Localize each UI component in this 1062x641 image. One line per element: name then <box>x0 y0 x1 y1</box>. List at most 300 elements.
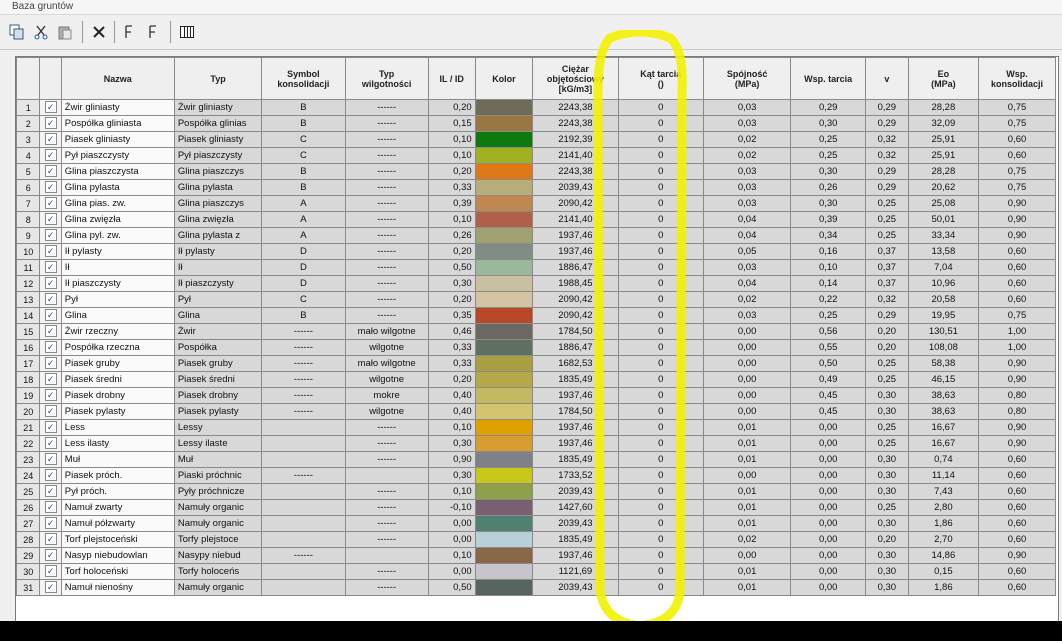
cell-typ[interactable]: Pył piaszczysty <box>174 148 261 164</box>
cell-symbol[interactable] <box>262 564 345 580</box>
row-number[interactable]: 14 <box>17 308 40 324</box>
header-eo[interactable]: Eo (MPa) <box>908 58 978 100</box>
header-nazwa[interactable]: Nazwa <box>61 58 174 100</box>
table-row[interactable] <box>17 196 1056 212</box>
cell-symbol[interactable]: C <box>262 132 345 148</box>
checkbox[interactable]: ✓ <box>45 277 57 289</box>
cell-v[interactable]: 0,25 <box>866 228 909 244</box>
cell-symbol[interactable] <box>262 452 345 468</box>
cell-wsp-tarcia[interactable]: 0,00 <box>791 468 866 484</box>
cell-typ[interactable]: Torfy holoceńs <box>174 564 261 580</box>
cell-nazwa[interactable]: Pył piaszczysty <box>61 148 174 164</box>
cell-ciezar[interactable]: 2039,43 <box>533 580 618 596</box>
cell-wsp-konsolidacji[interactable]: 0,90 <box>979 420 1056 436</box>
cell-kat-tarcia[interactable]: 0 <box>618 212 703 228</box>
checkbox[interactable]: ✓ <box>45 293 57 305</box>
cell-kolor[interactable] <box>475 116 533 132</box>
color-swatch[interactable] <box>476 116 533 131</box>
cell-v[interactable]: 0,32 <box>866 148 909 164</box>
cell-il-id[interactable]: 0,40 <box>428 388 475 404</box>
cell-eo[interactable]: 16,67 <box>908 420 978 436</box>
cell-kolor[interactable] <box>475 260 533 276</box>
cell-wilgotnosc[interactable]: ------ <box>345 260 428 276</box>
table-row[interactable] <box>17 340 1056 356</box>
cell-ciezar[interactable]: 2243,38 <box>533 164 618 180</box>
cell-kolor[interactable] <box>475 420 533 436</box>
cell-nazwa[interactable]: Piasek średni <box>61 372 174 388</box>
cell-eo[interactable]: 50,01 <box>908 212 978 228</box>
cell-wsp-tarcia[interactable]: 0,39 <box>791 212 866 228</box>
row-number[interactable]: 4 <box>17 148 40 164</box>
cell-kat-tarcia[interactable]: 0 <box>618 420 703 436</box>
cell-symbol[interactable]: B <box>262 116 345 132</box>
cell-nazwa[interactable]: Żwir rzeczny <box>61 324 174 340</box>
cell-v[interactable]: 0,25 <box>866 212 909 228</box>
checkbox[interactable]: ✓ <box>45 341 57 353</box>
cell-v[interactable]: 0,30 <box>866 468 909 484</box>
checkbox[interactable]: ✓ <box>45 261 57 273</box>
cell-symbol[interactable]: C <box>262 292 345 308</box>
table-row[interactable] <box>17 132 1056 148</box>
cell-nazwa[interactable]: Żwir gliniasty <box>61 100 174 116</box>
cell-wsp-tarcia[interactable]: 0,45 <box>791 388 866 404</box>
cell-nazwa[interactable]: Namuł nienośny <box>61 580 174 596</box>
color-swatch[interactable] <box>476 324 533 339</box>
table-row[interactable] <box>17 276 1056 292</box>
color-swatch[interactable] <box>476 532 533 547</box>
row-number[interactable]: 18 <box>17 372 40 388</box>
cell-nazwa[interactable]: Less ilasty <box>61 436 174 452</box>
cell-v[interactable]: 0,20 <box>866 532 909 548</box>
table-row[interactable] <box>17 500 1056 516</box>
cell-wsp-konsolidacji[interactable]: 1,00 <box>979 324 1056 340</box>
cell-ciezar[interactable]: 2141,40 <box>533 212 618 228</box>
cell-wsp-konsolidacji[interactable]: 0,60 <box>979 276 1056 292</box>
cell-typ[interactable]: Nasypy niebud <box>174 548 261 564</box>
cell-symbol[interactable] <box>262 500 345 516</box>
row-number[interactable]: 6 <box>17 180 40 196</box>
cell-wsp-tarcia[interactable]: 0,55 <box>791 340 866 356</box>
color-swatch[interactable] <box>476 404 533 419</box>
row-checkbox[interactable] <box>40 388 61 404</box>
cell-il-id[interactable]: 0,30 <box>428 276 475 292</box>
row-checkbox[interactable] <box>40 260 61 276</box>
cell-il-id[interactable]: 0,33 <box>428 180 475 196</box>
cell-kat-tarcia[interactable]: 0 <box>618 196 703 212</box>
color-swatch[interactable] <box>476 308 533 323</box>
cell-v[interactable]: 0,25 <box>866 436 909 452</box>
row-checkbox[interactable] <box>40 180 61 196</box>
row-number[interactable]: 20 <box>17 404 40 420</box>
cell-kat-tarcia[interactable]: 0 <box>618 340 703 356</box>
cell-kolor[interactable] <box>475 580 533 596</box>
color-swatch[interactable] <box>476 372 533 387</box>
color-swatch[interactable] <box>476 452 533 467</box>
paste-icon[interactable] <box>56 21 74 43</box>
cell-v[interactable]: 0,29 <box>866 164 909 180</box>
row-number[interactable]: 24 <box>17 468 40 484</box>
table-row[interactable] <box>17 180 1056 196</box>
row-number[interactable]: 16 <box>17 340 40 356</box>
cell-kat-tarcia[interactable]: 0 <box>618 468 703 484</box>
row-checkbox[interactable] <box>40 100 61 116</box>
cell-eo[interactable]: 14,86 <box>908 548 978 564</box>
cell-eo[interactable]: 2,70 <box>908 532 978 548</box>
cell-spojnosc[interactable]: 0,00 <box>703 388 790 404</box>
cell-kolor[interactable] <box>475 148 533 164</box>
cell-spojnosc[interactable]: 0,01 <box>703 436 790 452</box>
cell-nazwa[interactable]: Pył próch. <box>61 484 174 500</box>
cell-kolor[interactable] <box>475 164 533 180</box>
cell-wsp-tarcia[interactable]: 0,00 <box>791 420 866 436</box>
cell-wsp-konsolidacji[interactable]: 0,75 <box>979 164 1056 180</box>
color-swatch[interactable] <box>476 228 533 243</box>
header-spojnosc[interactable]: Spójność (MPa) <box>703 58 790 100</box>
cell-eo[interactable]: 25,08 <box>908 196 978 212</box>
row-number[interactable]: 7 <box>17 196 40 212</box>
cell-typ[interactable]: Żwir gliniasty <box>174 100 261 116</box>
cell-ciezar[interactable]: 1937,46 <box>533 388 618 404</box>
cell-wsp-tarcia[interactable]: 0,45 <box>791 404 866 420</box>
cell-kat-tarcia[interactable]: 0 <box>618 580 703 596</box>
cell-typ[interactable]: Namuły organic <box>174 580 261 596</box>
cell-wsp-tarcia[interactable]: 0,50 <box>791 356 866 372</box>
cell-spojnosc[interactable]: 0,01 <box>703 484 790 500</box>
checkbox[interactable]: ✓ <box>45 197 57 209</box>
cell-wilgotnosc[interactable]: ------ <box>345 292 428 308</box>
cell-kolor[interactable] <box>475 532 533 548</box>
cell-kat-tarcia[interactable]: 0 <box>618 436 703 452</box>
cell-wsp-konsolidacji[interactable]: 0,80 <box>979 388 1056 404</box>
checkbox[interactable]: ✓ <box>45 325 57 337</box>
cell-wilgotnosc[interactable]: ------ <box>345 132 428 148</box>
cell-v[interactable]: 0,25 <box>866 196 909 212</box>
cell-ciezar[interactable]: 2090,42 <box>533 196 618 212</box>
cell-il-id[interactable]: 0,30 <box>428 468 475 484</box>
cell-kolor[interactable] <box>475 244 533 260</box>
cell-spojnosc[interactable]: 0,02 <box>703 132 790 148</box>
cell-wsp-tarcia[interactable]: 0,10 <box>791 260 866 276</box>
cell-wsp-tarcia[interactable]: 0,30 <box>791 164 866 180</box>
cell-symbol[interactable]: ------ <box>262 468 345 484</box>
cell-wilgotnosc[interactable]: ------ <box>345 164 428 180</box>
cell-wsp-konsolidacji[interactable]: 0,60 <box>979 452 1056 468</box>
cell-kolor[interactable] <box>475 324 533 340</box>
cell-v[interactable]: 0,30 <box>866 484 909 500</box>
cell-kolor[interactable] <box>475 228 533 244</box>
color-swatch[interactable] <box>476 580 533 595</box>
cell-ciezar[interactable]: 2039,43 <box>533 180 618 196</box>
cell-symbol[interactable]: A <box>262 212 345 228</box>
cell-ciezar[interactable]: 2039,43 <box>533 516 618 532</box>
cell-wsp-konsolidacji[interactable]: 0,75 <box>979 308 1056 324</box>
cell-wilgotnosc[interactable]: ------ <box>345 100 428 116</box>
table-row[interactable] <box>17 452 1056 468</box>
cell-ciezar[interactable]: 2192,39 <box>533 132 618 148</box>
cell-kolor[interactable] <box>475 388 533 404</box>
cell-il-id[interactable]: 0,90 <box>428 452 475 468</box>
color-swatch[interactable] <box>476 260 533 275</box>
cell-spojnosc[interactable]: 0,01 <box>703 420 790 436</box>
cell-v[interactable]: 0,30 <box>866 388 909 404</box>
cell-ciezar[interactable]: 1886,47 <box>533 340 618 356</box>
cell-wsp-tarcia[interactable]: 0,00 <box>791 564 866 580</box>
table-row[interactable] <box>17 468 1056 484</box>
checkbox[interactable]: ✓ <box>45 389 57 401</box>
cell-wsp-konsolidacji[interactable]: 0,80 <box>979 404 1056 420</box>
cell-ciezar[interactable]: 1682,53 <box>533 356 618 372</box>
cell-il-id[interactable]: 0,20 <box>428 244 475 260</box>
cell-symbol[interactable]: B <box>262 180 345 196</box>
cell-kolor[interactable] <box>475 340 533 356</box>
cell-nazwa[interactable]: Piasek pylasty <box>61 404 174 420</box>
table-row[interactable] <box>17 260 1056 276</box>
cell-nazwa[interactable]: Pył <box>61 292 174 308</box>
cell-wsp-konsolidacji[interactable]: 0,60 <box>979 244 1056 260</box>
row-number[interactable]: 21 <box>17 420 40 436</box>
cell-symbol[interactable]: A <box>262 228 345 244</box>
cell-eo[interactable]: 46,15 <box>908 372 978 388</box>
cell-spojnosc[interactable]: 0,00 <box>703 340 790 356</box>
header-v[interactable]: v <box>866 58 909 100</box>
cell-symbol[interactable]: D <box>262 276 345 292</box>
cell-nazwa[interactable]: Pospółka rzeczna <box>61 340 174 356</box>
cell-eo[interactable]: 19,95 <box>908 308 978 324</box>
cell-wilgotnosc[interactable]: ------ <box>345 580 428 596</box>
cell-nazwa[interactable]: Ił piaszczysty <box>61 276 174 292</box>
row-checkbox[interactable] <box>40 452 61 468</box>
header-kat-tarcia[interactable]: Kąt tarcia () <box>618 58 703 100</box>
cell-wsp-tarcia[interactable]: 0,00 <box>791 452 866 468</box>
cell-wsp-konsolidacji[interactable]: 0,75 <box>979 180 1056 196</box>
cell-wilgotnosc[interactable]: ------ <box>345 532 428 548</box>
cell-v[interactable]: 0,20 <box>866 324 909 340</box>
color-swatch[interactable] <box>476 468 533 483</box>
row-number[interactable]: 1 <box>17 100 40 116</box>
cell-typ[interactable]: Glina pylasta z <box>174 228 261 244</box>
cell-eo[interactable]: 108,08 <box>908 340 978 356</box>
cell-symbol[interactable]: ------ <box>262 388 345 404</box>
row-checkbox[interactable] <box>40 548 61 564</box>
checkbox[interactable]: ✓ <box>45 549 57 561</box>
cell-v[interactable]: 0,20 <box>866 340 909 356</box>
checkbox[interactable]: ✓ <box>45 533 57 545</box>
cell-il-id[interactable]: -0,10 <box>428 500 475 516</box>
header-symbol-konsolidacji[interactable]: Symbol konsolidacji <box>262 58 345 100</box>
cell-v[interactable]: 0,37 <box>866 244 909 260</box>
cell-ciezar[interactable]: 1784,50 <box>533 404 618 420</box>
cell-ciezar[interactable]: 1733,52 <box>533 468 618 484</box>
cell-wilgotnosc[interactable]: ------ <box>345 148 428 164</box>
cell-typ[interactable]: Lessy ilaste <box>174 436 261 452</box>
cell-eo[interactable]: 32,09 <box>908 116 978 132</box>
header-kolor[interactable]: Kolor <box>475 58 533 100</box>
row-checkbox[interactable] <box>40 308 61 324</box>
cell-wilgotnosc[interactable]: ------ <box>345 452 428 468</box>
cell-kat-tarcia[interactable]: 0 <box>618 228 703 244</box>
cell-symbol[interactable]: ------ <box>262 548 345 564</box>
cell-nazwa[interactable]: Glina zwięzła <box>61 212 174 228</box>
cell-il-id[interactable]: 0,39 <box>428 196 475 212</box>
cell-wsp-konsolidacji[interactable]: 0,75 <box>979 116 1056 132</box>
table-row[interactable] <box>17 548 1056 564</box>
cell-v[interactable]: 0,30 <box>866 452 909 468</box>
cell-wilgotnosc[interactable]: ------ <box>345 212 428 228</box>
color-swatch[interactable] <box>476 340 533 355</box>
cell-il-id[interactable]: 0,20 <box>428 100 475 116</box>
cell-v[interactable]: 0,30 <box>866 580 909 596</box>
cell-spojnosc[interactable]: 0,00 <box>703 468 790 484</box>
cell-nazwa[interactable]: Ił pylasty <box>61 244 174 260</box>
cell-spojnosc[interactable]: 0,00 <box>703 548 790 564</box>
row-number[interactable]: 12 <box>17 276 40 292</box>
row-number[interactable]: 23 <box>17 452 40 468</box>
cell-typ[interactable]: Piaski próchnic <box>174 468 261 484</box>
cell-ciezar[interactable]: 2243,38 <box>533 116 618 132</box>
cell-v[interactable]: 0,30 <box>866 516 909 532</box>
cell-spojnosc[interactable]: 0,03 <box>703 180 790 196</box>
checkbox[interactable]: ✓ <box>45 373 57 385</box>
cell-kolor[interactable] <box>475 404 533 420</box>
checkbox[interactable]: ✓ <box>45 309 57 321</box>
cell-nazwa[interactable]: Glina pyl. zw. <box>61 228 174 244</box>
cell-nazwa[interactable]: Ił <box>61 260 174 276</box>
row-checkbox[interactable] <box>40 196 61 212</box>
cell-nazwa[interactable]: Namuł półzwarty <box>61 516 174 532</box>
row-checkbox[interactable] <box>40 580 61 596</box>
row-number[interactable]: 9 <box>17 228 40 244</box>
table-row[interactable] <box>17 324 1056 340</box>
cell-spojnosc[interactable]: 0,02 <box>703 532 790 548</box>
cell-il-id[interactable]: 0,33 <box>428 356 475 372</box>
cut-icon[interactable] <box>32 21 50 43</box>
cell-eo[interactable]: 58,38 <box>908 356 978 372</box>
cell-ciezar[interactable]: 1937,46 <box>533 420 618 436</box>
cell-symbol[interactable] <box>262 580 345 596</box>
checkbox[interactable]: ✓ <box>45 517 57 529</box>
cell-wsp-tarcia[interactable]: 0,00 <box>791 548 866 564</box>
cell-il-id[interactable]: 0,10 <box>428 484 475 500</box>
color-swatch[interactable] <box>476 548 533 563</box>
soil-grid[interactable] <box>15 56 1059 622</box>
cell-v[interactable]: 0,30 <box>866 548 909 564</box>
cell-typ[interactable]: Muł <box>174 452 261 468</box>
cell-wsp-tarcia[interactable]: 0,00 <box>791 436 866 452</box>
cell-kat-tarcia[interactable]: 0 <box>618 244 703 260</box>
cell-eo[interactable]: 20,58 <box>908 292 978 308</box>
cell-typ[interactable]: Ił <box>174 260 261 276</box>
cell-il-id[interactable]: 0,10 <box>428 132 475 148</box>
cell-eo[interactable]: 28,28 <box>908 100 978 116</box>
row-number[interactable]: 29 <box>17 548 40 564</box>
header-typ[interactable]: Typ <box>174 58 261 100</box>
cell-nazwa[interactable]: Glina pias. zw. <box>61 196 174 212</box>
row-number[interactable]: 22 <box>17 436 40 452</box>
cell-spojnosc[interactable]: 0,01 <box>703 564 790 580</box>
color-swatch[interactable] <box>476 420 533 435</box>
cell-kat-tarcia[interactable]: 0 <box>618 388 703 404</box>
cell-symbol[interactable]: ------ <box>262 340 345 356</box>
table-row[interactable] <box>17 436 1056 452</box>
cell-symbol[interactable]: B <box>262 164 345 180</box>
cell-wsp-tarcia[interactable]: 0,30 <box>791 116 866 132</box>
cell-wilgotnosc[interactable]: ------ <box>345 564 428 580</box>
cell-v[interactable]: 0,37 <box>866 260 909 276</box>
cell-v[interactable]: 0,37 <box>866 276 909 292</box>
row-checkbox[interactable] <box>40 244 61 260</box>
cell-v[interactable]: 0,29 <box>866 308 909 324</box>
row-checkbox[interactable] <box>40 468 61 484</box>
cell-typ[interactable]: Glina <box>174 308 261 324</box>
cell-wsp-konsolidacji[interactable]: 0,90 <box>979 196 1056 212</box>
cell-kolor[interactable] <box>475 132 533 148</box>
cell-typ[interactable]: Namuły organic <box>174 500 261 516</box>
cell-v[interactable]: 0,25 <box>866 372 909 388</box>
row-number[interactable]: 15 <box>17 324 40 340</box>
checkbox[interactable]: ✓ <box>45 581 57 593</box>
cell-nazwa[interactable]: Torf plejstoceński <box>61 532 174 548</box>
cell-ciezar[interactable]: 1427,60 <box>533 500 618 516</box>
color-swatch[interactable] <box>476 500 533 515</box>
cell-kat-tarcia[interactable]: 0 <box>618 484 703 500</box>
cell-symbol[interactable] <box>262 484 345 500</box>
color-swatch[interactable] <box>476 196 533 211</box>
color-swatch[interactable] <box>476 180 533 195</box>
copy-icon[interactable] <box>8 21 26 43</box>
cell-nazwa[interactable]: Piasek drobny <box>61 388 174 404</box>
cell-kat-tarcia[interactable]: 0 <box>618 532 703 548</box>
cell-il-id[interactable]: 0,33 <box>428 340 475 356</box>
cell-spojnosc[interactable]: 0,01 <box>703 500 790 516</box>
cell-wsp-konsolidacji[interactable]: 0,60 <box>979 148 1056 164</box>
row-checkbox[interactable] <box>40 228 61 244</box>
cell-kat-tarcia[interactable]: 0 <box>618 324 703 340</box>
table-row[interactable] <box>17 356 1056 372</box>
cell-typ[interactable]: Pospółka glinias <box>174 116 261 132</box>
cell-symbol[interactable]: ------ <box>262 324 345 340</box>
cell-il-id[interactable]: 0,20 <box>428 372 475 388</box>
cell-eo[interactable]: 2,80 <box>908 500 978 516</box>
table-row[interactable] <box>17 116 1056 132</box>
cell-wilgotnosc[interactable]: ------ <box>345 276 428 292</box>
row-checkbox[interactable] <box>40 532 61 548</box>
row-checkbox[interactable] <box>40 324 61 340</box>
cell-wsp-tarcia[interactable]: 0,56 <box>791 324 866 340</box>
row-number[interactable]: 3 <box>17 132 40 148</box>
cell-il-id[interactable]: 0,00 <box>428 564 475 580</box>
cell-typ[interactable]: Glina pylasta <box>174 180 261 196</box>
cell-kolor[interactable] <box>475 292 533 308</box>
cell-eo[interactable]: 7,04 <box>908 260 978 276</box>
cell-wsp-tarcia[interactable]: 0,29 <box>791 100 866 116</box>
cell-eo[interactable]: 0,74 <box>908 452 978 468</box>
row-checkbox[interactable] <box>40 340 61 356</box>
cell-spojnosc[interactable]: 0,03 <box>703 100 790 116</box>
cell-kolor[interactable] <box>475 100 533 116</box>
color-swatch[interactable] <box>476 212 533 227</box>
cell-wilgotnosc[interactable]: ------ <box>345 228 428 244</box>
cell-wsp-tarcia[interactable]: 0,25 <box>791 308 866 324</box>
cell-spojnosc[interactable]: 0,05 <box>703 244 790 260</box>
cell-typ[interactable]: Pospółka <box>174 340 261 356</box>
color-swatch[interactable] <box>476 564 533 579</box>
row-number[interactable]: 19 <box>17 388 40 404</box>
cell-symbol[interactable]: B <box>262 100 345 116</box>
row-checkbox[interactable] <box>40 436 61 452</box>
cell-il-id[interactable]: 0,00 <box>428 516 475 532</box>
cell-v[interactable]: 0,25 <box>866 420 909 436</box>
cell-kat-tarcia[interactable]: 0 <box>618 404 703 420</box>
